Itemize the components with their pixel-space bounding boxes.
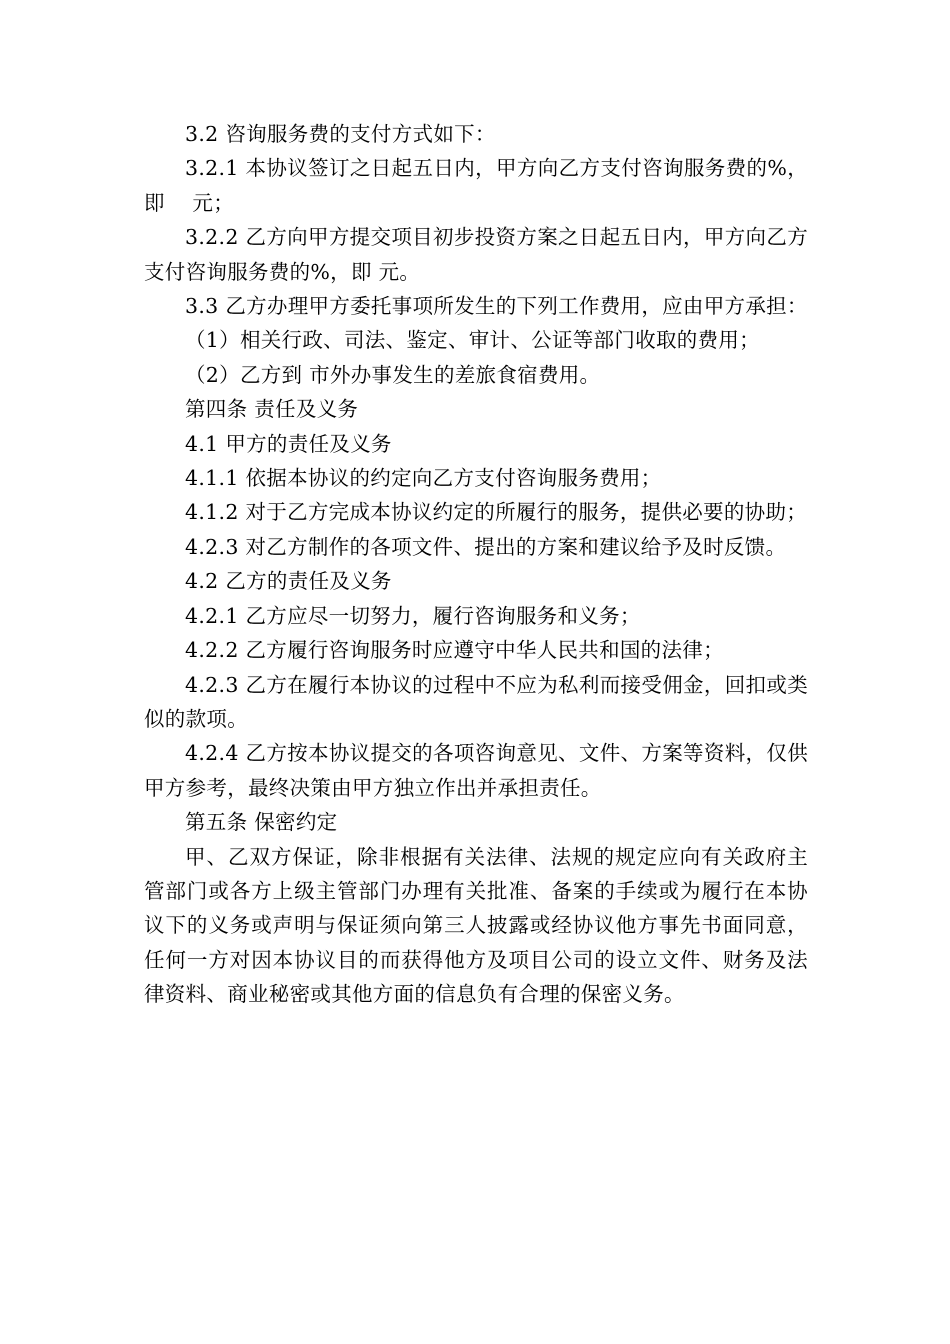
paragraph-item-1: （1）相关行政、司法、鉴定、审计、公证等部门收取的费用； (185, 328, 760, 353)
paragraph-3-2: 3.2 咨询服务费的支付方式如下： (185, 122, 496, 146)
paragraph-4-2-1: 4.2.1 乙方应尽一切努力，履行咨询服务和义务； (185, 603, 641, 628)
paragraph-4-2-4: 4.2.4 乙方按本协议提交的各项咨询意见、文件、方案等资料，仅供甲方参考，最终决策由甲方独立作出并承担责任。 (144, 741, 808, 800)
paragraph-item-2: （2）乙方到 市外办事发生的差旅食宿费用。 (185, 362, 601, 387)
paragraph-4-1-2: 4.1.2 对于乙方完成本协议约定的所履行的服务，提供必要的协助； (185, 500, 808, 525)
paragraph-4-2-2: 4.2.2 乙方履行咨询服务时应遵守中华人民共和国的法律； (185, 638, 724, 663)
paragraph-3-2-1: 3.2.1 本协议签订之日起五日内，甲方向乙方支付咨询服务费的%，即 元； (144, 156, 808, 215)
paragraph-4-2: 4.2 乙方的责任及义务 (185, 569, 392, 594)
paragraph-4-2-3: 4.2.3 乙方在履行本协议的过程中不应为私利而接受佣金，回扣或类似的款项。 (144, 672, 808, 731)
paragraph-4-1-1: 4.1.1 依据本协议的约定向乙方支付咨询服务费用； (185, 466, 662, 491)
paragraph-3-3: 3.3 乙方办理甲方委托事项所发生的下列工作费用，应由甲方承担： (185, 294, 808, 319)
section-heading-4: 第四条 责任及义务 (185, 397, 359, 422)
paragraph-4-2-3-feedback: 4.2.3 对乙方制作的各项文件、提出的方案和建议给予及时反馈。 (185, 534, 787, 559)
section-heading-5: 第五条 保密约定 (185, 810, 338, 835)
paragraph-4-1: 4.1 甲方的责任及义务 (185, 431, 392, 456)
paragraph-confidentiality: 甲、乙双方保证，除非根据有关法律、法规的规定应向有关政府主管部门或各方上级主管部门办理有关批准、备案的手续或为履行在本协议下的义务或声明与保证须向第三人披露或经协议他方事先书面同意，任何一方对因本协议目的而获得他方及项目公司的设立文件、财务及法律资料、商业秘密或其他方面的信息负有合理的保密义务。 (144, 844, 808, 1007)
paragraph-3-2-2: 3.2.2 乙方向甲方提交项目初步投资方案之日起五日内，甲方向乙方支付咨询服务费的%，即 元。 (144, 225, 808, 284)
document-body (144, 117, 808, 1012)
